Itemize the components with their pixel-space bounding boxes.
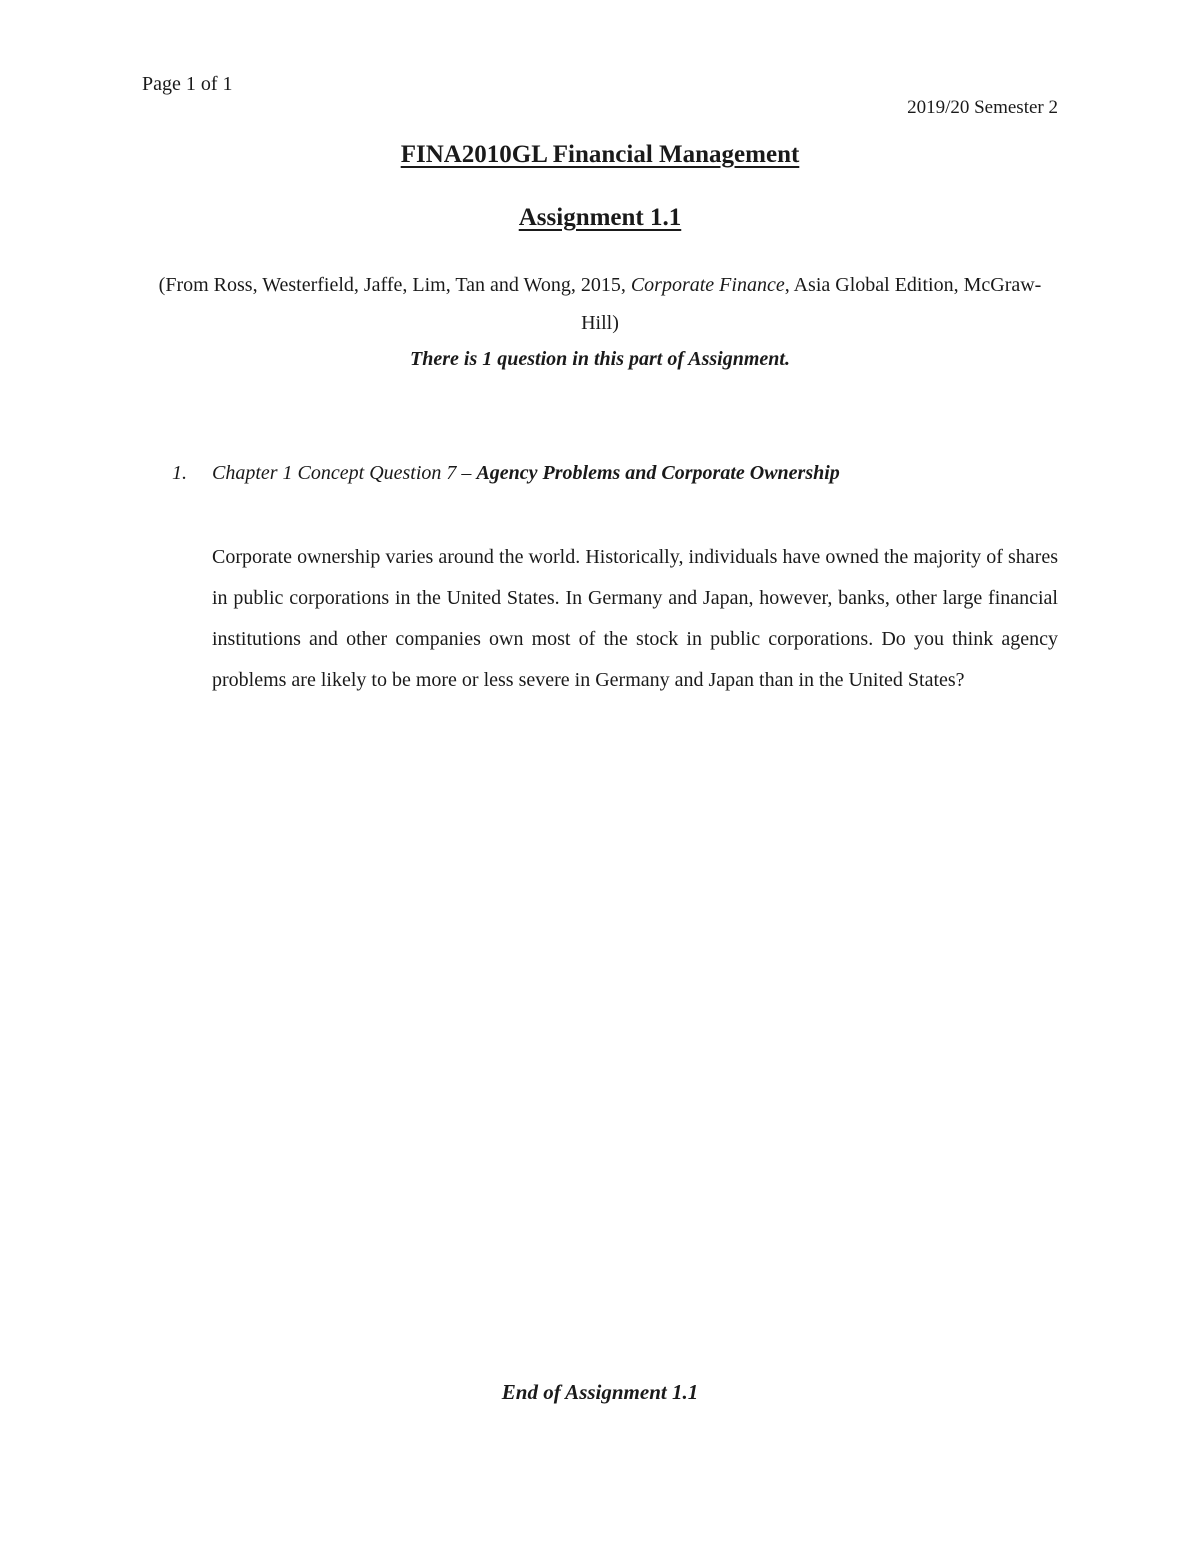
source-citation [150, 266, 1050, 342]
assignment-title: Assignment 1.1 [518, 204, 682, 231]
course-title: FINA2010GL Financial Management [400, 141, 800, 168]
question-heading [172, 462, 840, 485]
source-book-title: Corporate Finance [630, 274, 785, 296]
source-prefix: (From Ross, Westerfield, Jaffe, Lim, Tan and Wong, 2015, [158, 274, 631, 296]
assignment-note: There is 1 question in this part of Assignment. [410, 348, 790, 370]
source-suffix: , Asia Global Edition, McGraw-Hill) [581, 274, 1042, 334]
question-body: Corporate ownership varies around the world. Historically, individuals have owned the majority of shares in public corporations in the United States. In Germany and Japan, however, banks, other large financial institutions and other companies own most of the stock in public corporations. Do you think agency problems are likely to be more or less severe in Germany and Japan than in the United States? [212, 546, 1058, 691]
page-number-label: Page 1 of 1 [142, 73, 233, 95]
question-heading-prefix: Chapter 1 Concept Question 7 – [212, 462, 477, 484]
question-number: 1. [172, 462, 187, 484]
semester-label: 2019/20 Semester 2 [907, 97, 1058, 118]
end-of-assignment-note: End of Assignment 1.1 [501, 1380, 699, 1404]
question-topic: Agency Problems and Corporate Ownership [476, 462, 840, 484]
